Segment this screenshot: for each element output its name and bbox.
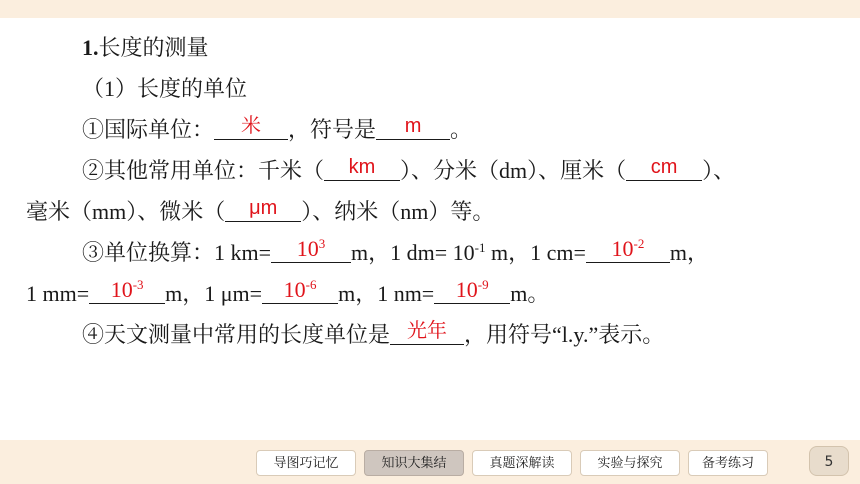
answer-9: $10^{-6}$ <box>283 277 317 302</box>
item-1-mid: ，符号是 <box>288 117 377 142</box>
heading-text: 长度的测量 <box>98 35 209 60</box>
item-3-text-b: m，1 cm= <box>485 240 586 265</box>
answer-10: $10^{-9}$ <box>455 277 489 302</box>
heading-number: 1. <box>82 35 99 60</box>
item-3-text-a: m，1 dm= 10 <box>351 240 475 265</box>
answer-1: 米 <box>241 115 262 137</box>
item-2-end: ）、 <box>702 158 736 183</box>
answer-11: 光年 <box>407 320 448 342</box>
item-2-label: ②其他常用单位：千米（ <box>82 158 325 183</box>
subheading: （1）长度的单位 <box>82 76 248 101</box>
answer-6: $10^3$ <box>296 236 326 261</box>
item-3-line-2 <box>26 277 550 308</box>
answer-5: μm <box>249 197 278 219</box>
item-2-line-2 <box>26 198 494 226</box>
blank-6 <box>271 236 351 263</box>
item-3-line2-d: m。 <box>510 281 550 306</box>
item-2-line-1 <box>82 157 735 185</box>
item-3-line2-c: m，1 nm= <box>338 281 435 306</box>
item-2-line2-label: 毫米（mm）、微米（ <box>26 199 226 224</box>
page-number-badge: 5 <box>809 446 849 476</box>
blank-7 <box>586 236 670 263</box>
blank-11 <box>390 322 464 345</box>
item-2-line2-end: ）、纳米（nm）等。 <box>301 199 495 224</box>
item-1-end: 。 <box>450 117 473 142</box>
item-3-text-c: m， <box>669 240 710 265</box>
blank-9 <box>262 277 338 304</box>
answer-3: km <box>348 156 376 178</box>
nav-mindmap-button[interactable]: 导图巧记忆 <box>256 450 356 476</box>
blank-1 <box>214 117 288 140</box>
item-4-end: ，用符号“l.y.”表示。 <box>464 322 665 347</box>
blank-2 <box>376 117 450 140</box>
item-3-label: ③单位换算：1 km= <box>82 240 272 265</box>
item-4 <box>82 321 664 349</box>
nav-experiment-button[interactable]: 实验与探究 <box>580 450 680 476</box>
item-3-line2-a: 1 mm= <box>26 281 90 306</box>
blank-8 <box>89 277 165 304</box>
item-3-line2-b: m，1 μm= <box>165 281 263 306</box>
item-4-label: ④天文测量中常用的长度单位是 <box>82 322 391 347</box>
answer-4: cm <box>650 156 678 178</box>
answer-8: $10^{-3}$ <box>110 277 144 302</box>
blank-5 <box>225 199 301 222</box>
dm-exponent: -1 <box>474 240 486 255</box>
answer-7: $10^{-2}$ <box>611 236 645 261</box>
item-3-line-1 <box>82 236 710 267</box>
item-1 <box>82 116 472 144</box>
blank-3 <box>324 158 400 181</box>
section-heading <box>82 34 209 62</box>
nav-exam-analysis-button[interactable]: 真题深解读 <box>472 450 572 476</box>
blank-10 <box>434 277 510 304</box>
nav-knowledge-button[interactable]: 知识大集结 <box>364 450 464 476</box>
blank-4 <box>626 158 702 181</box>
nav-practice-button[interactable]: 备考练习 <box>688 450 768 476</box>
item-2-mid: ）、分米（dm）、厘米（ <box>400 158 627 183</box>
item-1-label: ①国际单位： <box>82 117 215 142</box>
answer-2: m <box>404 115 422 137</box>
